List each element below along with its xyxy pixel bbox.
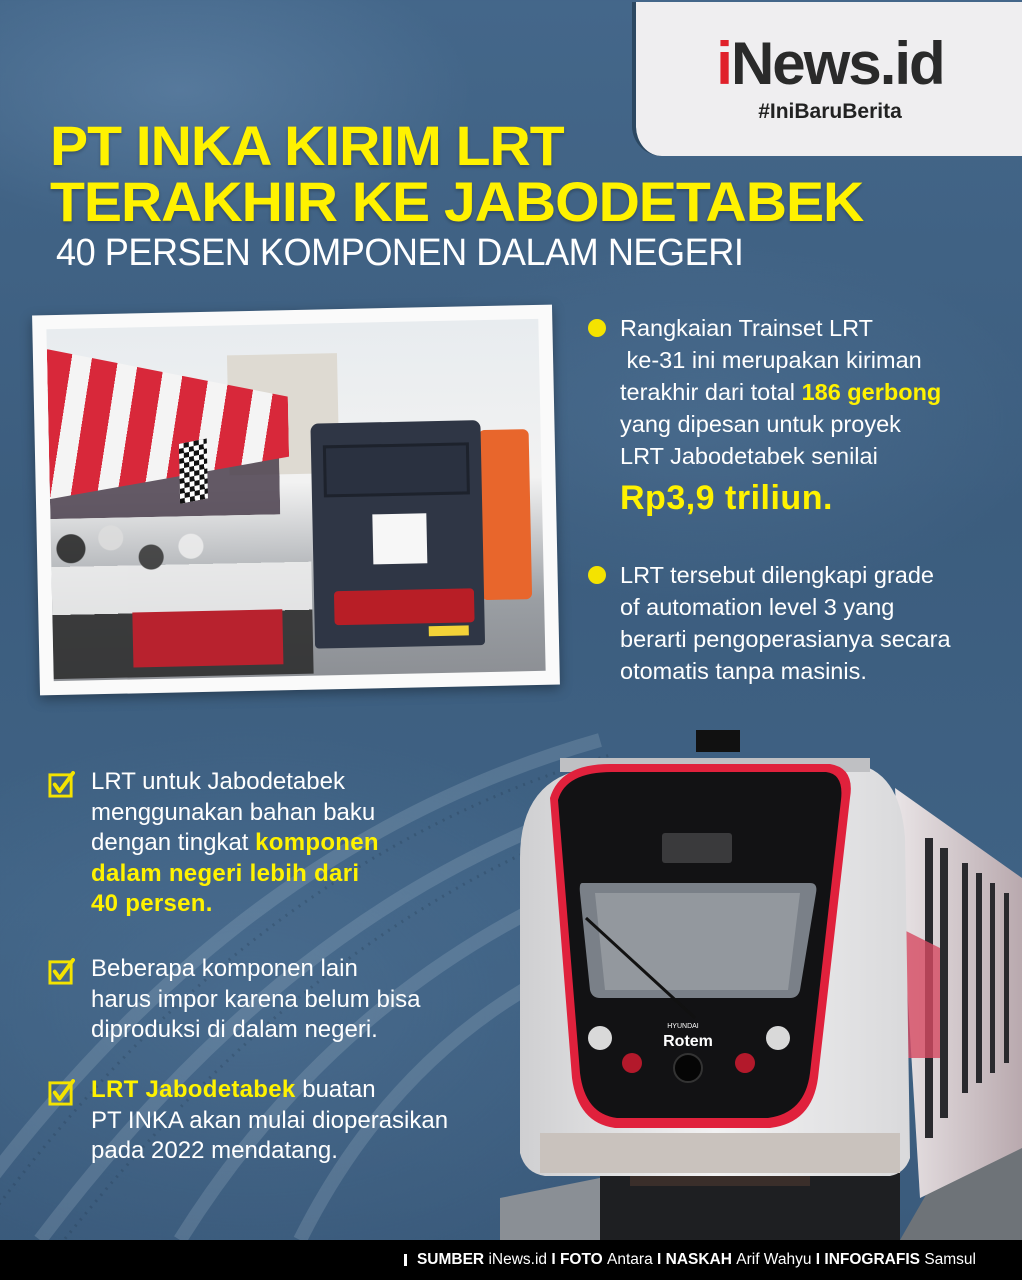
logo-accent-letter: i bbox=[716, 30, 731, 97]
bullet-dot-icon bbox=[588, 566, 606, 584]
bullet-line: otomatis tanpa masinis. bbox=[620, 658, 867, 684]
highlight-gerbong: 186 gerbong bbox=[801, 379, 942, 405]
bullet-line: LRT tersebut dilengkapi grade bbox=[620, 562, 934, 588]
checklist-line: Beberapa komponen lain bbox=[91, 955, 358, 982]
checkbox-checked-icon bbox=[48, 771, 75, 798]
bullet-line: yang dipesan untuk proyek bbox=[620, 411, 901, 437]
checklist-text bbox=[91, 1075, 448, 1167]
checklist-item-2 bbox=[48, 954, 421, 1046]
subheadline: 40 PERSEN KOMPONEN DALAM NEGERI bbox=[56, 232, 744, 274]
checklist-text bbox=[91, 954, 421, 1046]
checklist-line: dalam negeri lebih dari bbox=[91, 859, 360, 887]
credit-label-writer: NASKAH bbox=[665, 1251, 732, 1268]
train-brand: Rotem bbox=[663, 1033, 713, 1050]
checklist-item-1 bbox=[48, 767, 379, 920]
bullet-item-2 bbox=[588, 559, 951, 687]
project-value: Rp3,9 triliun. bbox=[620, 479, 833, 517]
checklist-line: pada 2022 mendatang. bbox=[91, 1137, 338, 1164]
credit-separator: I bbox=[547, 1251, 560, 1268]
checkered-flag-icon bbox=[179, 438, 208, 504]
checkbox-checked-icon bbox=[48, 958, 75, 985]
bullet-text bbox=[620, 559, 951, 687]
credit-value-graphics: Samsul bbox=[924, 1251, 976, 1268]
checklist-line: 40 persen. bbox=[91, 890, 213, 917]
photo-card bbox=[32, 305, 560, 696]
checklist-line: menggunakan bahan baku bbox=[91, 798, 376, 826]
credit-separator: I bbox=[811, 1251, 825, 1268]
credit-value-source: iNews.id bbox=[488, 1251, 548, 1268]
footer-marker bbox=[404, 1254, 407, 1266]
checklist-item-3 bbox=[48, 1075, 448, 1167]
headline-line-2: TERAKHIR KE JABODETABEK bbox=[50, 170, 864, 233]
footer-credits bbox=[0, 1240, 1022, 1280]
photo-truck-cargo bbox=[479, 429, 533, 600]
checkbox-checked-icon bbox=[48, 1079, 75, 1106]
photo-truck-bumper bbox=[334, 588, 475, 625]
photo-truck-sign bbox=[372, 513, 427, 564]
bullet-line: berarti pengoperasianya secara bbox=[620, 626, 951, 652]
photo-stage bbox=[132, 609, 283, 667]
checklist-line: diproduksi di dalam negeri. bbox=[91, 1016, 378, 1043]
bullet-text bbox=[620, 312, 942, 517]
credit-label-graphics: INFOGRAFIS bbox=[824, 1251, 920, 1268]
bullet-line: Rangkaian Trainset LRT bbox=[620, 315, 873, 341]
headline-line-1: PT INKA KIRIM LRT bbox=[50, 114, 564, 177]
headline bbox=[50, 114, 864, 233]
photo-truck-windshield bbox=[323, 442, 470, 497]
ceremony-photo bbox=[46, 319, 545, 681]
checklist-line: harus impor karena belum bisa bbox=[91, 985, 421, 1013]
credit-label-source: SUMBER bbox=[416, 1251, 485, 1268]
credit-value-photo: Antara bbox=[607, 1251, 653, 1268]
credit-separator: I bbox=[652, 1251, 666, 1268]
photo-truck-plate bbox=[429, 625, 469, 636]
checklist-line: dengan tingkat komponen bbox=[91, 829, 379, 856]
checklist-text bbox=[91, 767, 379, 920]
inews-logo bbox=[716, 30, 944, 97]
bullet-dot-icon bbox=[588, 319, 606, 337]
checklist-line: LRT Jabodetabek buatan bbox=[91, 1076, 376, 1103]
logo-tagline: #IniBaruBerita bbox=[758, 100, 902, 123]
lrt-train-image bbox=[500, 728, 1022, 1240]
checklist-line: PT INKA akan mulai dioperasikan bbox=[91, 1106, 449, 1134]
credit-label-photo: FOTO bbox=[559, 1251, 603, 1268]
bullet-line: terakhir dari total 186 gerbong bbox=[620, 379, 942, 405]
train-brand-small: HYUNDAI bbox=[667, 1023, 699, 1030]
bullet-line: of automation level 3 yang bbox=[620, 594, 895, 620]
checklist-line: LRT untuk Jabodetabek bbox=[91, 768, 345, 795]
logo-wordmark: News.id bbox=[730, 30, 944, 97]
bullet-line: ke-31 ini merupakan kiriman bbox=[620, 347, 922, 373]
credit-value-writer: Arif Wahyu bbox=[736, 1251, 812, 1268]
bullet-item-1 bbox=[588, 312, 942, 517]
bullet-line: LRT Jabodetabek senilai bbox=[620, 443, 878, 469]
